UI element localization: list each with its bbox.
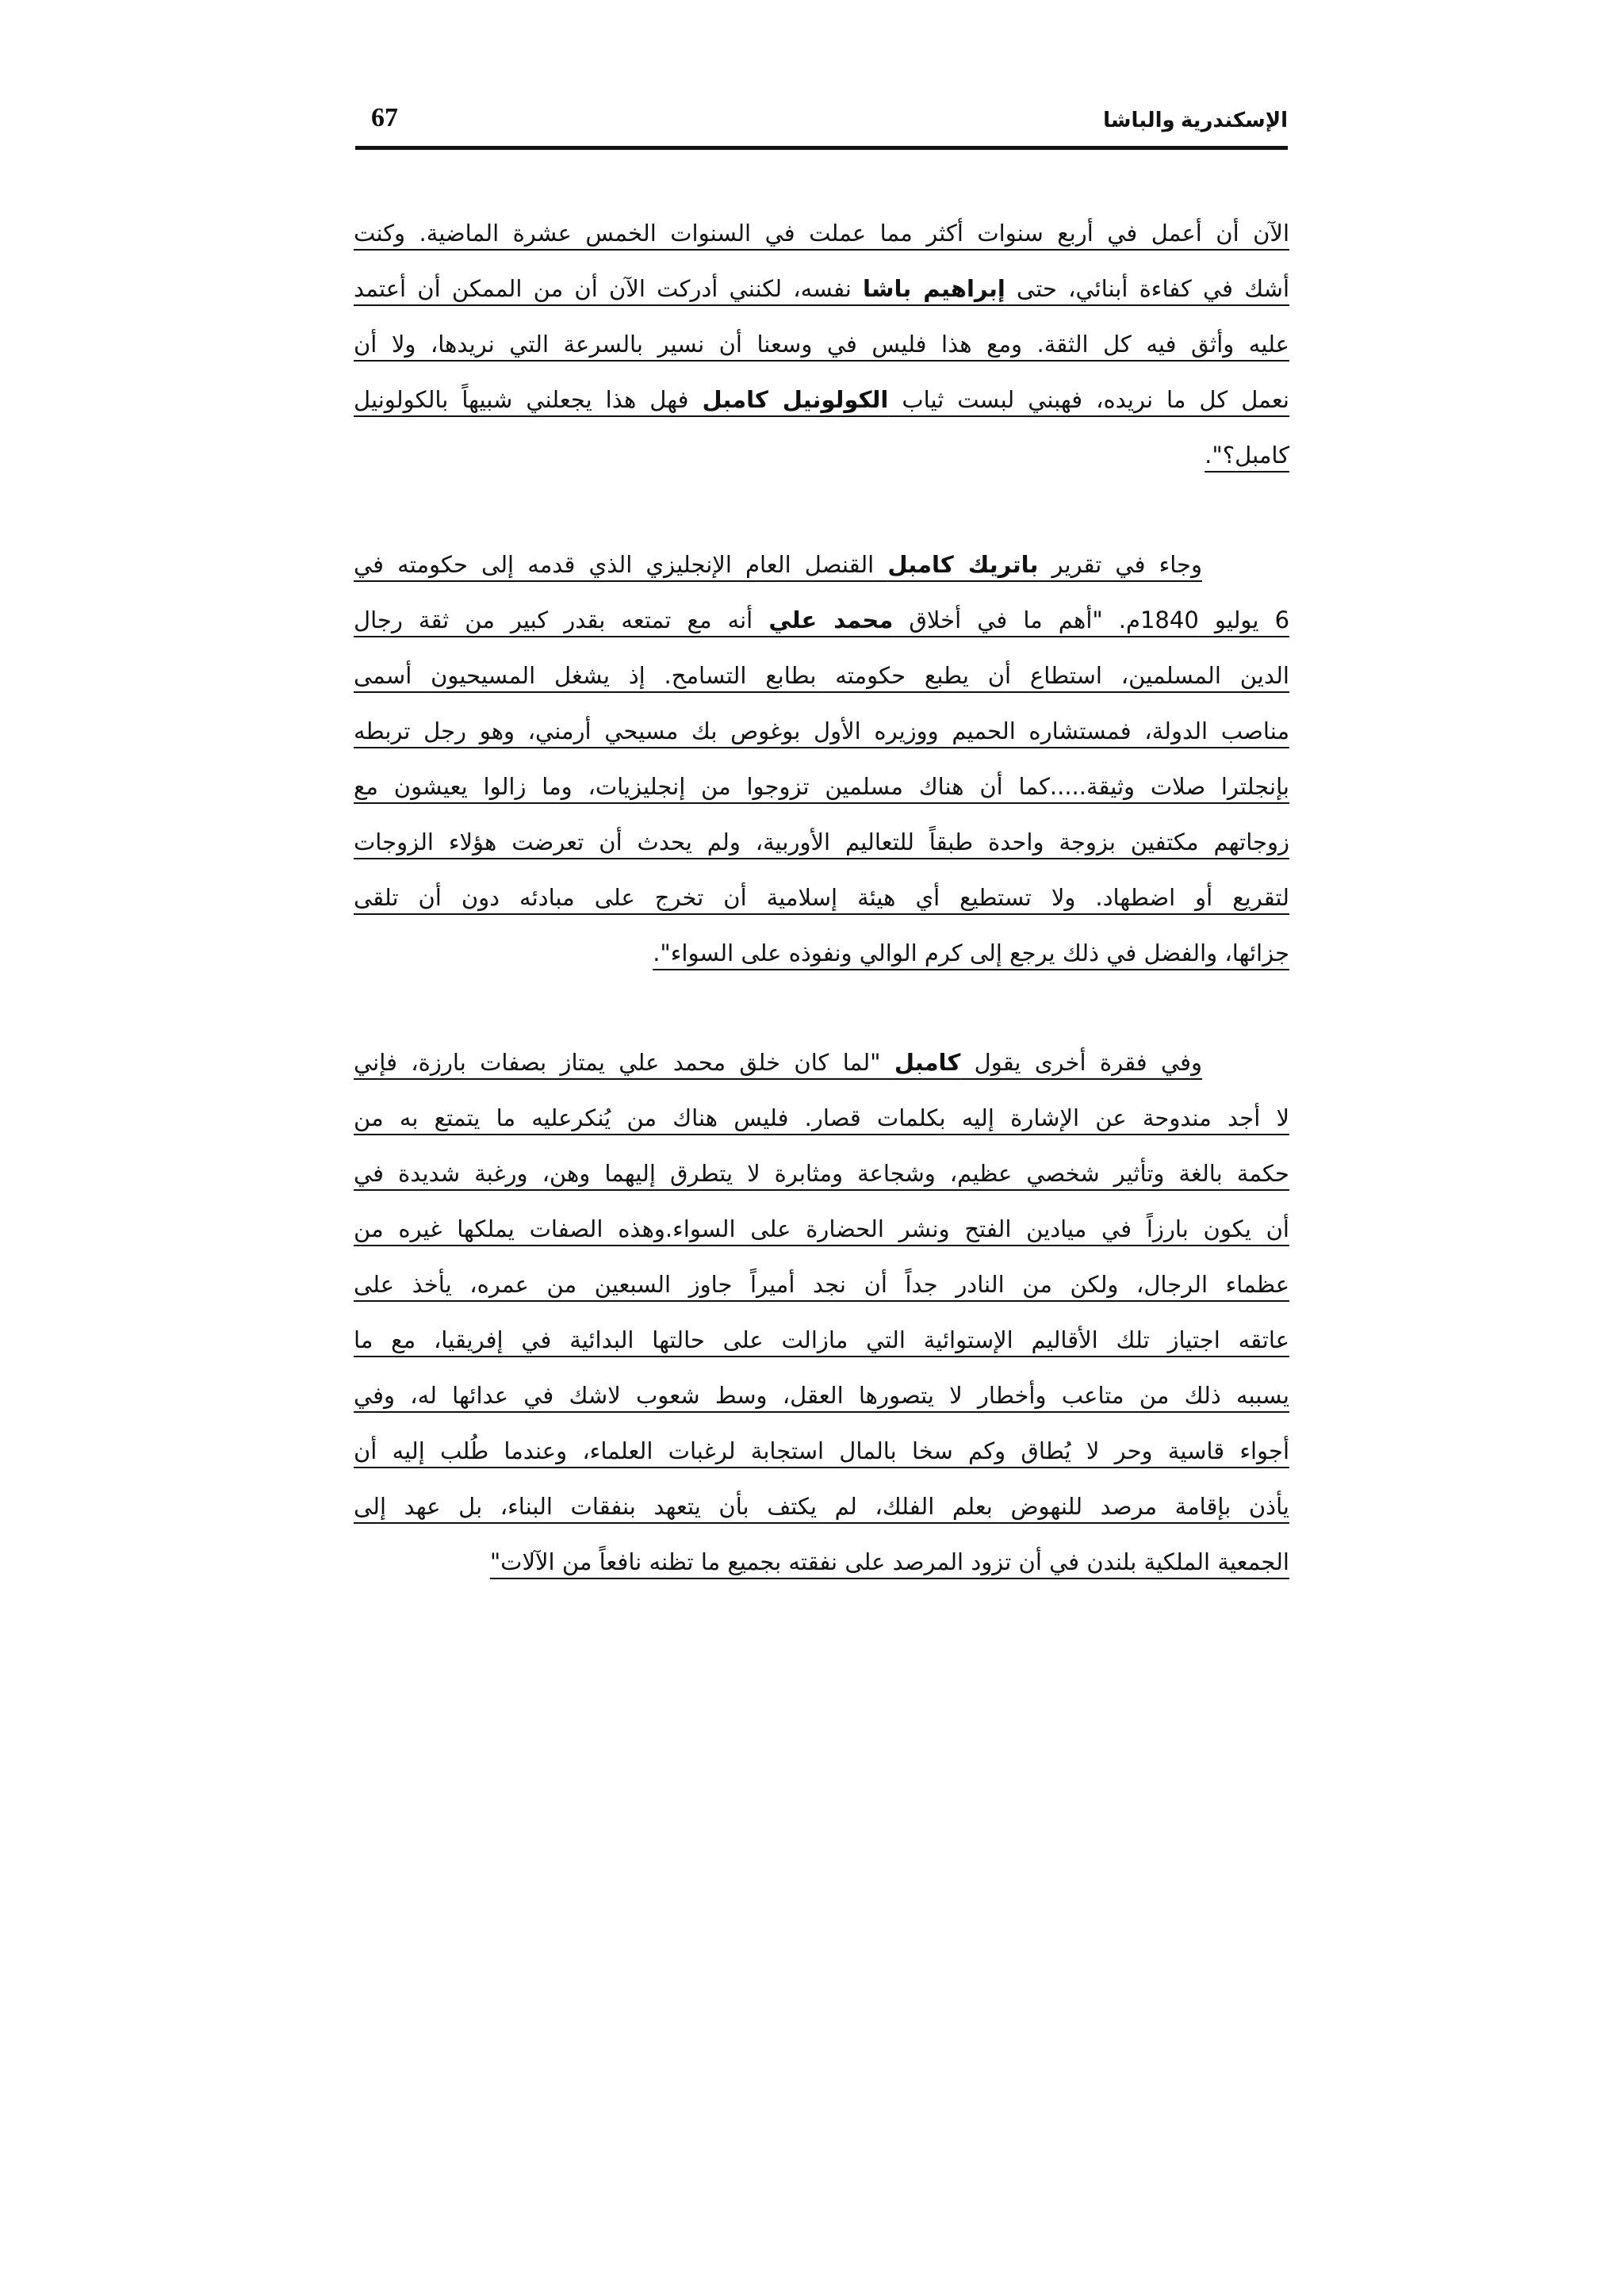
text-segment: 6 يوليو 1840م. "أهم ما في أخلاق	[893, 607, 1290, 633]
text-segment: وفي فقرة أخرى يقول	[960, 1049, 1203, 1076]
text-line	[354, 821, 1289, 877]
text-segment: وجاء في تقرير	[1038, 551, 1202, 578]
text-segment: أشك في كفاءة أبنائي، حتى	[1005, 275, 1290, 302]
underlined-text	[354, 884, 1289, 911]
underlined-text	[354, 331, 1289, 358]
underlined-text	[354, 607, 1289, 633]
text-line	[354, 268, 1289, 323]
text-line	[354, 1264, 1289, 1319]
text-line	[354, 1375, 1289, 1430]
page-header	[355, 101, 1288, 149]
text-segment: الجمعية الملكية بلندن في أن تزود المرصد على نفقته بجميع ما تظنه نافعاً من الآلات"	[489, 1548, 1289, 1575]
text-segment: نفسه، لكنني أدركت الآن أن من الممكن أن أعتمد	[354, 275, 864, 302]
underlined-text	[354, 220, 1289, 247]
underlined-text	[354, 773, 1289, 800]
text-line	[354, 766, 1289, 821]
text-line	[354, 655, 1289, 710]
text-segment: لتقريع أو اضطهاد. ولا تستطيع أي هيئة إسلامية أن تخرج على مبادئه دون أن تلقى	[354, 884, 1289, 911]
text-line	[354, 877, 1289, 932]
underlined-text	[354, 1326, 1289, 1353]
text-line	[354, 1208, 1289, 1264]
text-line	[354, 1541, 1289, 1597]
text-segment: يأذن بإقامة مرصد للنهوض بعلم الفلك، لم يكتف بأن يتعهد بنفقات البناء، بل عهد إلى	[354, 1493, 1289, 1520]
running-title: الإسكندرية والباشا	[1103, 108, 1288, 132]
text-segment: القنصل العام الإنجليزي الذي قدمه إلى حكومته في	[354, 551, 888, 578]
text-line	[354, 379, 1289, 434]
text-line	[354, 1153, 1289, 1208]
underlined-text	[354, 1160, 1289, 1187]
underlined-text	[354, 1271, 1289, 1298]
underlined-text	[354, 1104, 1289, 1131]
text-segment: مناصب الدولة، فمستشاره الحميم ووزيره الأول بوغوص بك مسيحي أرمني، وهو رجل تربطه	[354, 718, 1289, 744]
text-segment: أن يكون بارزاً في ميادين الفتح ونشر الحضارة على السواء.وهذه الصفات يملكها غيره من	[354, 1215, 1289, 1242]
text-segment: يسببه ذلك من متاعب وأخطار لا يتصورها العقل، وسط شعوب لاشك في عدائها له، وفي	[354, 1382, 1289, 1409]
underlined-text	[354, 1493, 1289, 1520]
text-segment: أنه مع تمتعه بقدر كبير من ثقة رجال	[354, 607, 769, 633]
underlined-text	[354, 1382, 1289, 1409]
text-segment: لا أجد مندوحة عن الإشارة إليه بكلمات قصار. فليس هناك من يُنكرعليه ما يتمتع به من	[354, 1104, 1289, 1131]
underlined-text	[354, 1437, 1289, 1464]
text-segment: الدين المسلمين، استطاع أن يطبع حكومته بطابع التسامح. إذ يشغل المسيحيون أسمى	[354, 662, 1289, 689]
text-segment: عاتقه اجتياز تلك الأقاليم الإستوائية التي مازالت على حالتها البدائية في إفريقيا، مع ما	[354, 1326, 1289, 1353]
bold-name: الكولونيل كامبل	[702, 386, 889, 413]
text-line	[354, 1430, 1289, 1486]
text-segment: عظماء الرجال، ولكن من النادر جداً أن نجد أميراً جاوز السبعين من عمره، يأخذ على	[354, 1271, 1289, 1298]
text-line	[354, 1042, 1289, 1097]
text-line	[354, 710, 1289, 766]
text-line	[354, 932, 1289, 988]
paragraph-3	[354, 1042, 1289, 1597]
text-segment: كامبل؟".	[1205, 442, 1289, 469]
underlined-text	[354, 718, 1289, 744]
text-segment: "لما كان خلق محمد علي يمتاز بصفات بارزة، فإني	[354, 1049, 894, 1076]
bold-name: محمد علي	[768, 607, 894, 633]
text-segment: الآن أن أعمل في أربع سنوات أكثر مما عملت في السنوات الخمس عشرة الماضية. وكنت	[354, 220, 1289, 247]
text-segment: زوجاتهم مكتفين بزوجة واحدة طبقاً للتعاليم الأوربية، ولم يحدث أن تعرضت هؤلاء الزوجات	[354, 828, 1289, 855]
underlined-text	[653, 939, 1289, 966]
text-segment: بإنجلترا صلات وثيقة.....كما أن هناك مسلمين تزوجوا من إنجليزيات، وما زالوا يعيشون مع	[354, 773, 1289, 800]
text-line	[354, 599, 1289, 655]
text-line	[354, 1319, 1289, 1375]
text-segment: نعمل كل ما نريده، فهبني لبست ثياب	[888, 386, 1289, 413]
paragraph-2	[354, 544, 1289, 988]
text-line	[354, 434, 1289, 490]
underlined-text	[354, 662, 1289, 689]
bold-name: باتريك كامبل	[887, 551, 1039, 578]
text-line	[354, 1097, 1289, 1153]
page-number: 67	[371, 103, 398, 132]
underlined-text	[354, 386, 1289, 413]
text-segment: عليه وأثق فيه كل الثقة. ومع هذا فليس في وسعنا أن نسير بالسرعة التي نريدها، ولا أن	[354, 331, 1289, 358]
bold-name: إبراهيم باشا	[863, 275, 1005, 302]
text-segment: أجواء قاسية وحر لا يُطاق وكم سخا بالمال استجابة لرغبات العلماء، وعندما طُلب إليه أن	[354, 1437, 1289, 1464]
bold-name: كامبل	[894, 1049, 961, 1076]
text-segment: حكمة بالغة وتأثير شخصي عظيم، وشجاعة ومثابرة لا يتطرق إليهما وهن، ورغبة شديدة في	[354, 1160, 1289, 1187]
paragraph-1	[354, 212, 1289, 490]
underlined-text	[354, 1215, 1289, 1242]
underlined-text	[490, 1548, 1289, 1575]
underlined-text	[354, 551, 1202, 578]
text-segment: فهل هذا يجعلني شبيهاً بالكولونيل	[354, 386, 703, 413]
text-segment: جزائها، والفضل في ذلك يرجع إلى كرم الوالي ونفوذه على السواء".	[653, 939, 1289, 966]
underlined-text	[1205, 442, 1289, 469]
text-line	[354, 323, 1289, 379]
text-line	[354, 1486, 1289, 1541]
header-rule	[355, 146, 1288, 150]
text-line	[354, 212, 1289, 268]
underlined-text	[354, 1049, 1202, 1076]
underlined-text	[354, 275, 1289, 302]
text-line	[354, 544, 1289, 599]
underlined-text	[354, 828, 1289, 855]
